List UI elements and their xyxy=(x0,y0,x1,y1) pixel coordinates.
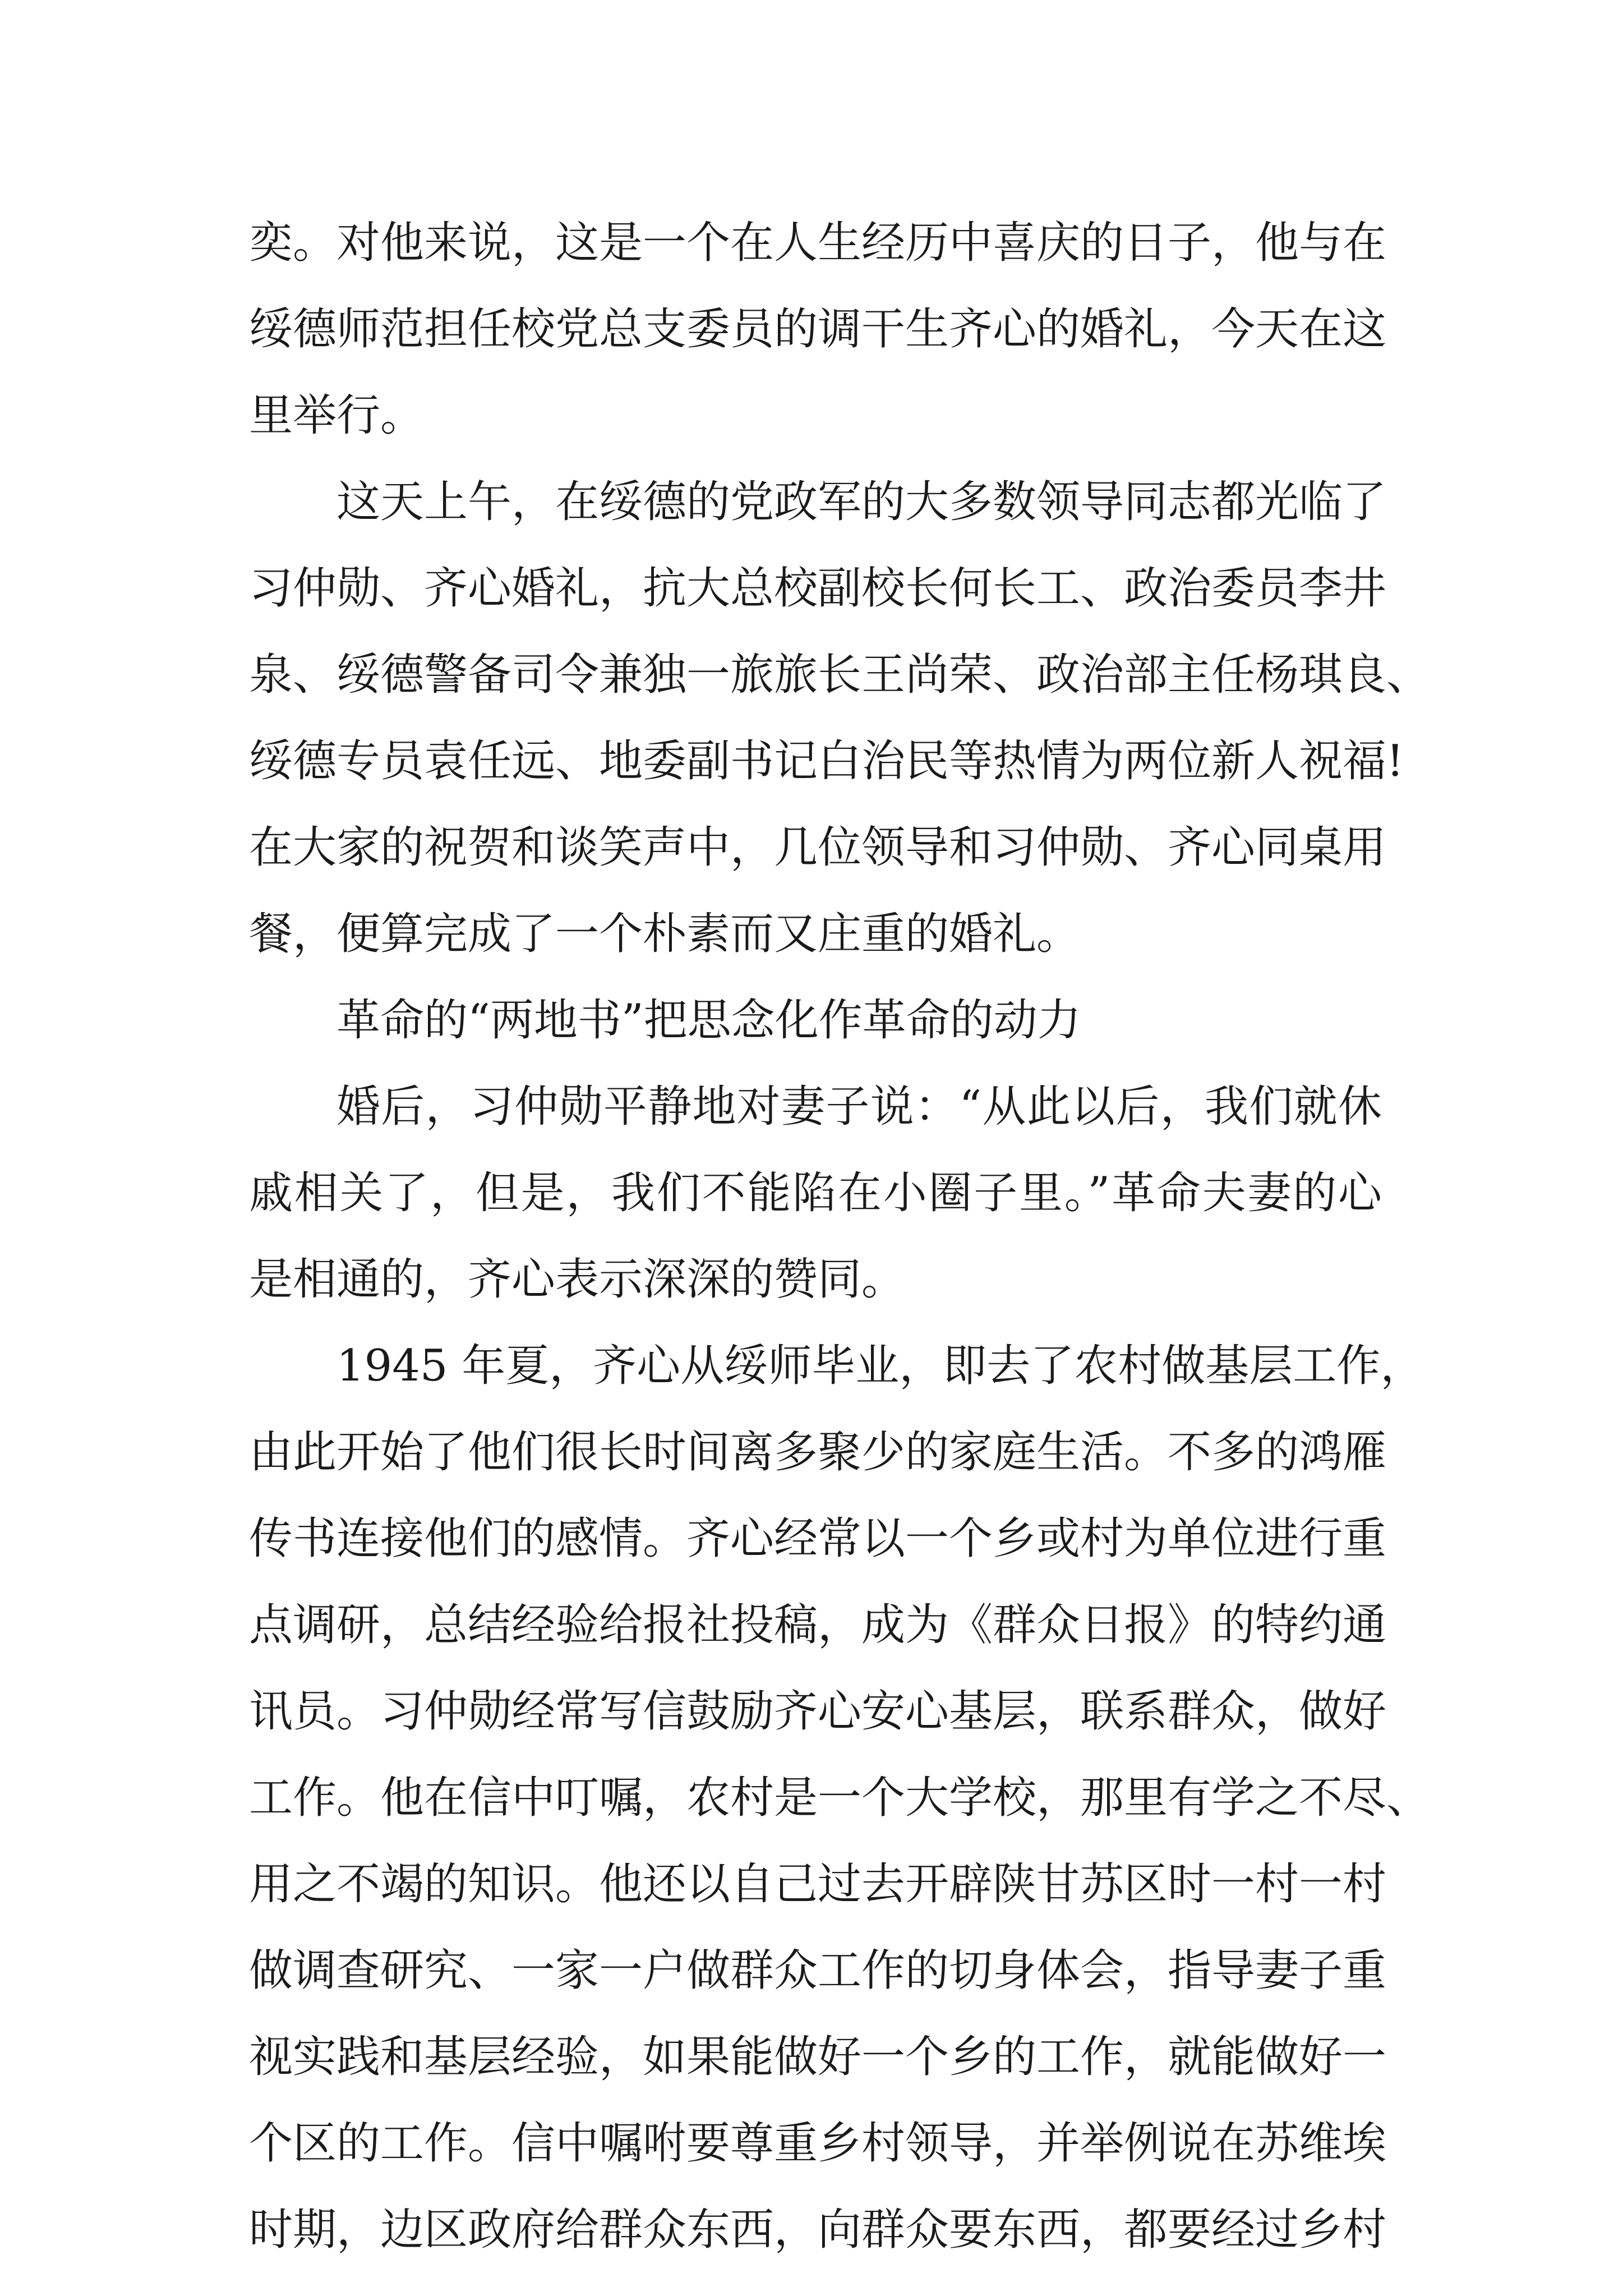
paragraph xyxy=(249,459,1431,977)
text-line: 点调研，总结经验给报社投稿，成为《群众日报》的特约通 xyxy=(249,1600,1387,1650)
text-line: 用之不竭的知识。他还以自己过去开辟陕甘苏区时一村一村 xyxy=(249,1859,1387,1910)
text-line: 工作。他在信中叮嘱，农村是一个大学校，那里有学之不尽、 xyxy=(249,1773,1431,1823)
text-line: 绥德师范担任校党总支委员的调干生齐心的婚礼，今天在这 xyxy=(249,304,1387,355)
text-line: 在大家的祝贺和谈笑声中，几位领导和习仲勋、齐心同桌用 xyxy=(249,822,1387,873)
section-heading xyxy=(249,977,1382,1064)
text-line: 讯员。习仲勋经常写信鼓励齐心安心基层，联系群众，做好 xyxy=(249,1686,1387,1737)
text-line: 餐，便算完成了一个朴素而又庄重的婚礼。 xyxy=(249,909,1081,959)
text-line: 这天上午，在绥德的党政军的大多数领导同志都光临了 xyxy=(336,477,1387,527)
text-line: 1945 年夏，齐心从绥师毕业，即去了农村做基层工作， xyxy=(336,1341,1424,1391)
text-line: 时期，边区政府给群众东西，向群众要东西，都要经过乡村 xyxy=(249,2205,1387,2255)
text-line: 个区的工作。信中嘱咐要尊重乡村领导，并举例说在苏维埃 xyxy=(249,2118,1387,2169)
text-line: 泉、绥德警备司令兼独一旅旅长王尚荣、政治部主任杨琪良、 xyxy=(249,650,1431,700)
paragraph xyxy=(249,200,1387,459)
text-line: 婚后，习仲勋平静地对妻子说：“从此以后，我们就休 xyxy=(336,1082,1382,1132)
text-line: 革命的“两地书”把思念化作革命的动力 xyxy=(336,995,1081,1046)
text-line: 戚相关了，但是，我们不能陷在小圈子里。”革命夫妻的心 xyxy=(249,1168,1382,1218)
text-line: 做调查研究、一家一户做群众工作的切身体会，指导妻子重 xyxy=(249,1945,1387,1996)
text-line: 习仲勋、齐心婚礼，抗大总校副校长何长工、政治委员李井 xyxy=(249,563,1387,614)
paragraph xyxy=(249,1064,1382,1323)
text-line: 是相通的，齐心表示深深的赞同。 xyxy=(249,1254,906,1305)
text-line: 由此开始了他们很长时间离多聚少的家庭生活。不多的鸿雁 xyxy=(249,1427,1387,1478)
text-line: 视实践和基层经验，如果能做好一个乡的工作，就能做好一 xyxy=(249,2032,1387,2082)
text-line: 里举行。 xyxy=(249,390,425,441)
text-line: 绥德专员袁任远、地委副书记白治民等热情为两位新人祝福! xyxy=(249,736,1404,786)
body-text xyxy=(249,200,1431,2273)
text-line: 传书连接他们的感情。齐心经常以一个乡或村为单位进行重 xyxy=(249,1513,1387,1564)
paragraph xyxy=(249,1323,1431,2273)
text-line: 奕。对他来说，这是一个在人生经历中喜庆的日子，他与在 xyxy=(249,218,1387,268)
